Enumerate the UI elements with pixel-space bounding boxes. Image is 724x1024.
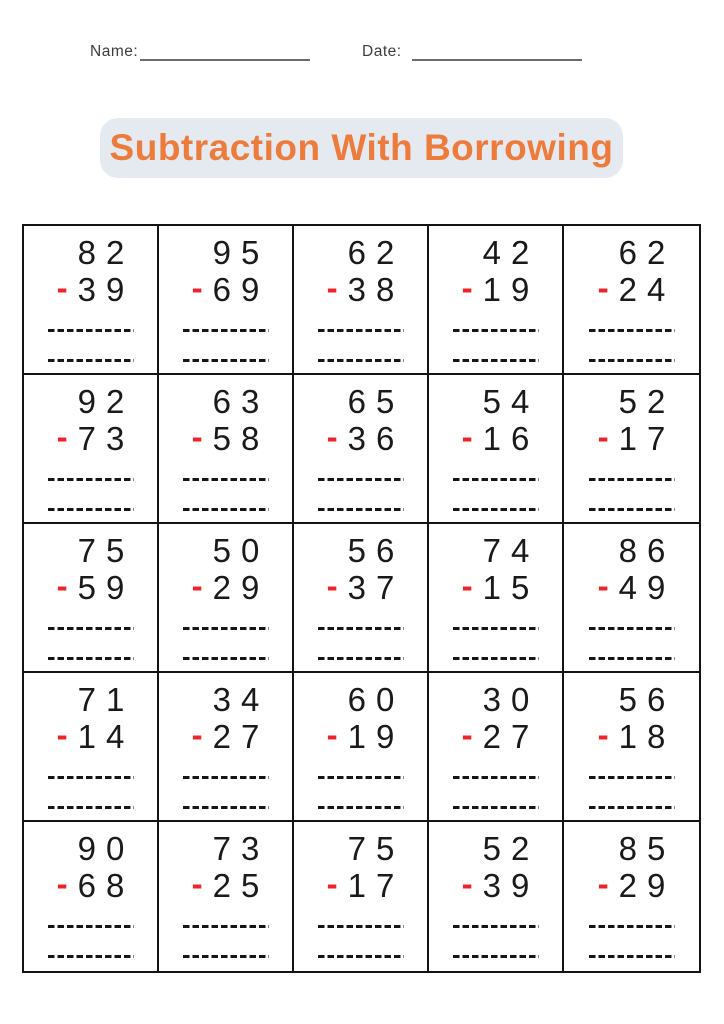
problem-numbers (326, 681, 405, 755)
subtrahend-row (326, 418, 405, 457)
name-label: Name: (90, 43, 139, 60)
problem-cell (564, 375, 699, 524)
minus-sign: - (597, 567, 609, 604)
title-banner (100, 118, 623, 178)
problem-numbers (326, 383, 405, 457)
subtrahend-row (191, 716, 270, 755)
answer-line (48, 925, 134, 928)
problem-numbers (326, 830, 405, 904)
minuend-row (482, 830, 540, 867)
minus-sign: - (597, 716, 609, 753)
minuend-row (77, 830, 135, 867)
minus-sign: - (326, 716, 338, 753)
problem-cell (24, 375, 159, 524)
subtrahend-row (597, 716, 676, 755)
minuend-row (212, 383, 270, 420)
subtrahend: 16 (482, 420, 540, 457)
minuend: 56 (618, 681, 676, 718)
problem-cell (159, 226, 294, 375)
problem-numbers (597, 532, 676, 606)
subtrahend: 18 (618, 718, 676, 755)
date-blank-line (412, 59, 582, 61)
answer-line (48, 329, 134, 332)
answer-line (589, 329, 675, 332)
problems-grid (22, 224, 701, 973)
answer-line (589, 508, 675, 511)
answer-line (318, 657, 404, 660)
subtrahend: 29 (212, 569, 270, 606)
minuend: 90 (77, 830, 135, 867)
problem-numbers (461, 532, 540, 606)
answer-line (453, 925, 539, 928)
name-blank-line (140, 59, 310, 61)
subtrahend-row (326, 865, 405, 904)
minuend-row (347, 830, 405, 867)
subtrahend: 39 (482, 867, 540, 904)
subtrahend-row (326, 567, 405, 606)
problem-cell (429, 226, 564, 375)
minuend: 75 (77, 532, 135, 569)
minus-sign: - (56, 865, 68, 902)
subtrahend: 58 (212, 420, 270, 457)
problem-numbers (191, 383, 270, 457)
minus-sign: - (597, 418, 609, 455)
answer-line (453, 627, 539, 630)
subtrahend: 59 (77, 569, 135, 606)
subtrahend: 69 (212, 271, 270, 308)
minuend-row (482, 234, 540, 271)
problem-numbers (326, 532, 405, 606)
minus-sign: - (597, 865, 609, 902)
subtrahend: 49 (618, 569, 676, 606)
answer-line (453, 359, 539, 362)
subtrahend-row (597, 567, 676, 606)
answer-line (318, 508, 404, 511)
minuend-row (77, 383, 135, 420)
subtrahend-row (597, 269, 676, 308)
problem-numbers (191, 234, 270, 308)
answer-line (183, 776, 269, 779)
date-label: Date: (362, 43, 402, 60)
minuend: 62 (347, 234, 405, 271)
problem-numbers (461, 234, 540, 308)
problem-cell (24, 524, 159, 673)
problem-numbers (461, 383, 540, 457)
answer-line (48, 657, 134, 660)
subtrahend-row (56, 865, 135, 904)
subtrahend: 73 (77, 420, 135, 457)
minuend-row (618, 681, 676, 718)
minuend: 92 (77, 383, 135, 420)
subtrahend: 39 (77, 271, 135, 308)
minuend: 52 (482, 830, 540, 867)
problem-cell (564, 673, 699, 822)
problem-cell (159, 524, 294, 673)
answer-line (183, 359, 269, 362)
minus-sign: - (191, 716, 203, 753)
subtrahend: 14 (77, 718, 135, 755)
problem-cell (294, 822, 429, 971)
minus-sign: - (56, 269, 68, 306)
minuend: 71 (77, 681, 135, 718)
problem-numbers (597, 383, 676, 457)
answer-line (48, 508, 134, 511)
answer-line (183, 329, 269, 332)
subtrahend: 36 (347, 420, 405, 457)
problem-numbers (597, 830, 676, 904)
answer-line (589, 776, 675, 779)
problem-numbers (326, 234, 405, 308)
answer-line (318, 925, 404, 928)
subtrahend-row (597, 418, 676, 457)
subtrahend: 15 (482, 569, 540, 606)
subtrahend-row (461, 567, 540, 606)
subtrahend-row (461, 865, 540, 904)
minuend: 54 (482, 383, 540, 420)
subtrahend-row (56, 567, 135, 606)
answer-line (48, 359, 134, 362)
minus-sign: - (461, 865, 473, 902)
minuend-row (347, 383, 405, 420)
answer-line (318, 329, 404, 332)
minus-sign: - (56, 567, 68, 604)
answer-line (183, 925, 269, 928)
minus-sign: - (326, 269, 338, 306)
answer-line (589, 478, 675, 481)
minus-sign: - (461, 269, 473, 306)
answer-line (48, 776, 134, 779)
problem-cell (294, 673, 429, 822)
minuend-row (77, 681, 135, 718)
problem-cell (159, 673, 294, 822)
subtrahend-row (461, 418, 540, 457)
problem-numbers (597, 234, 676, 308)
problem-cell (24, 226, 159, 375)
minuend: 62 (618, 234, 676, 271)
minus-sign: - (326, 567, 338, 604)
minuend-row (618, 383, 676, 420)
minuend-row (212, 830, 270, 867)
subtrahend: 27 (482, 718, 540, 755)
minus-sign: - (461, 567, 473, 604)
answer-line (589, 657, 675, 660)
answer-line (183, 627, 269, 630)
subtrahend: 38 (347, 271, 405, 308)
minuend-row (347, 234, 405, 271)
problem-cell (429, 375, 564, 524)
problem-numbers (191, 532, 270, 606)
problem-numbers (56, 532, 135, 606)
answer-line (589, 627, 675, 630)
minuend: 60 (347, 681, 405, 718)
answer-line (453, 478, 539, 481)
minuend: 82 (77, 234, 135, 271)
problem-numbers (56, 234, 135, 308)
minus-sign: - (191, 418, 203, 455)
minuend: 30 (482, 681, 540, 718)
subtrahend-row (191, 418, 270, 457)
minus-sign: - (326, 865, 338, 902)
problem-numbers (461, 830, 540, 904)
subtrahend: 37 (347, 569, 405, 606)
answer-line (453, 508, 539, 511)
answer-line (183, 657, 269, 660)
answer-line (453, 657, 539, 660)
minuend-row (212, 681, 270, 718)
problem-cell (564, 822, 699, 971)
problem-cell (564, 226, 699, 375)
minuend-row (482, 532, 540, 569)
problem-cell (429, 673, 564, 822)
answer-line (318, 359, 404, 362)
minuend: 74 (482, 532, 540, 569)
minuend: 85 (618, 830, 676, 867)
problem-cell (159, 375, 294, 524)
minus-sign: - (191, 865, 203, 902)
minuend: 56 (347, 532, 405, 569)
minuend-row (482, 383, 540, 420)
problem-cell (24, 673, 159, 822)
minuend: 42 (482, 234, 540, 271)
subtrahend-row (191, 865, 270, 904)
answer-line (48, 478, 134, 481)
answer-line (48, 806, 134, 809)
subtrahend: 17 (618, 420, 676, 457)
minuend: 65 (347, 383, 405, 420)
minuend: 73 (212, 830, 270, 867)
problem-cell (429, 524, 564, 673)
answer-line (48, 955, 134, 958)
minuend-row (347, 681, 405, 718)
problem-numbers (56, 830, 135, 904)
minuend-row (77, 234, 135, 271)
problem-numbers (56, 383, 135, 457)
problem-numbers (191, 681, 270, 755)
minuend-row (618, 830, 676, 867)
subtrahend: 25 (212, 867, 270, 904)
problem-numbers (597, 681, 676, 755)
minuend: 50 (212, 532, 270, 569)
problem-numbers (191, 830, 270, 904)
minus-sign: - (191, 567, 203, 604)
answer-line (183, 508, 269, 511)
problem-cell (294, 375, 429, 524)
problem-cell (294, 524, 429, 673)
subtrahend: 19 (347, 718, 405, 755)
problem-cell (564, 524, 699, 673)
minuend-row (77, 532, 135, 569)
answer-line (318, 478, 404, 481)
subtrahend: 17 (347, 867, 405, 904)
answer-line (589, 806, 675, 809)
subtrahend: 29 (618, 867, 676, 904)
answer-line (589, 955, 675, 958)
minuend: 95 (212, 234, 270, 271)
answer-line (318, 627, 404, 630)
subtrahend-row (191, 567, 270, 606)
answer-line (183, 806, 269, 809)
subtrahend-row (56, 716, 135, 755)
answer-line (453, 329, 539, 332)
problem-cell (24, 822, 159, 971)
answer-line (318, 955, 404, 958)
subtrahend: 68 (77, 867, 135, 904)
minuend: 86 (618, 532, 676, 569)
answer-line (318, 776, 404, 779)
subtrahend-row (461, 269, 540, 308)
subtrahend-row (326, 716, 405, 755)
minuend-row (212, 532, 270, 569)
problem-cell (159, 822, 294, 971)
minus-sign: - (56, 418, 68, 455)
answer-line (589, 925, 675, 928)
minuend: 63 (212, 383, 270, 420)
answer-line (183, 955, 269, 958)
subtrahend: 24 (618, 271, 676, 308)
answer-line (48, 627, 134, 630)
subtrahend-row (461, 716, 540, 755)
minuend-row (618, 234, 676, 271)
subtrahend-row (56, 418, 135, 457)
answer-line (589, 359, 675, 362)
problem-cell (294, 226, 429, 375)
answer-line (453, 955, 539, 958)
minuend-row (618, 532, 676, 569)
minus-sign: - (191, 269, 203, 306)
minuend-row (212, 234, 270, 271)
minuend-row (347, 532, 405, 569)
page-title: Subtraction With Borrowing (109, 127, 614, 168)
minus-sign: - (597, 269, 609, 306)
subtrahend-row (191, 269, 270, 308)
answer-line (183, 478, 269, 481)
problem-numbers (461, 681, 540, 755)
minus-sign: - (56, 716, 68, 753)
subtrahend: 19 (482, 271, 540, 308)
subtrahend-row (326, 269, 405, 308)
problem-numbers (56, 681, 135, 755)
answer-line (453, 806, 539, 809)
minus-sign: - (461, 716, 473, 753)
minus-sign: - (326, 418, 338, 455)
subtrahend-row (597, 865, 676, 904)
subtrahend-row (56, 269, 135, 308)
minuend-row (482, 681, 540, 718)
minus-sign: - (461, 418, 473, 455)
answer-line (318, 806, 404, 809)
minuend: 34 (212, 681, 270, 718)
minuend: 75 (347, 830, 405, 867)
answer-line (453, 776, 539, 779)
problem-cell (429, 822, 564, 971)
subtrahend: 27 (212, 718, 270, 755)
minuend: 52 (618, 383, 676, 420)
